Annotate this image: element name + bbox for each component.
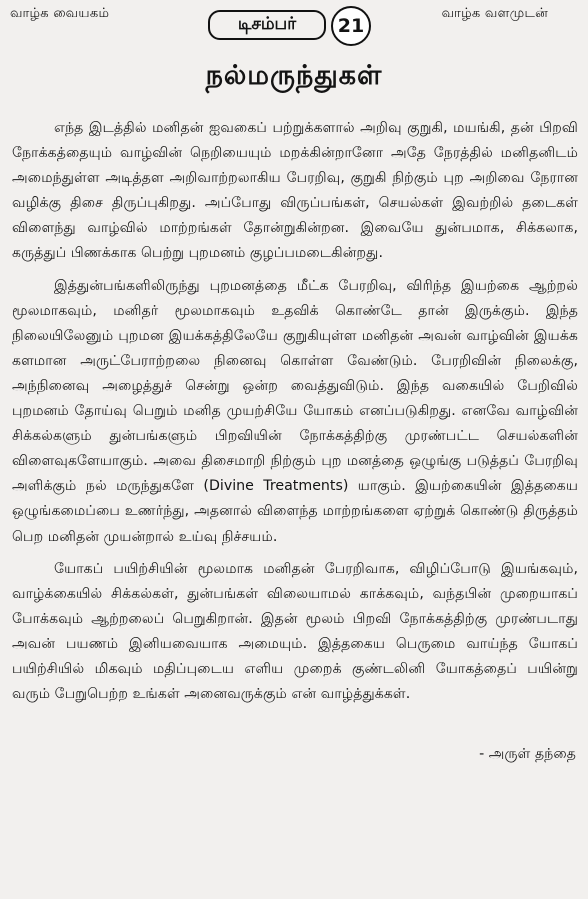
paragraph-2: இத்துன்பங்களிலிருந்து புறமனத்தை மீட்க பேரறிவு, விரிந்த இயற்கை ஆற்றல் மூலமாகவும், மனிதர் மூலமாகவும் உதவிக் கொண்டே தான் இருக்கும். இந்த நிலையிலேனும் புறமன இயக்கத்திலேயே குறுகியுள்ள மனிதன் அவன் வாழ்வின் இயக்க களமான அருட்பேராற்றலை நினைவு கொள்ள வேண்டும். பேரறிவின் நிலைக்கு, அந்நினைவு அழைத்துச் சென்று ஒன்ற வைத்துவிடும். இந்த வகையில் பேறிவில் புறமனம் தோய்வு பெறும் மனித முயற்சியே யோகம் எனப்படுகிறது. எனவே வாழ்வின் சிக்கல்களும் துன்பங்களும் பிறவியின் நோக்கத்திற்கு முரண்பட்ட செயல்களின் விளைவுகளேயாகும். அவை திசைமாறி நிற்கும் புற மனத்தை ஒழுங்கு படுத்தப் பேரறிவு அளிக்கும் நல் மருந்துகளே (Divine Treatments) யாகும். இயற்கையின் இத்தகைய ஒழுங்கமைப்பை உணர்ந்து, அதனால் விளைந்த மாற்றங்களை ஏற்றுக் கொண்டு திருத்தம் பெற மனிதன் முயன்றால் உய்வு நிச்சயம். bbox=[12, 277, 578, 545]
signature: - அருள் தந்தை bbox=[479, 746, 576, 762]
article-body bbox=[12, 116, 578, 707]
header-left-text: வாழ்க வையகம் bbox=[10, 6, 110, 21]
paragraph-1: எந்த இடத்தில் மனிதன் ஐவகைப் பற்றுக்களால் அறிவு குறுகி, மயங்கி, தன் பிறவி நோக்கத்தையும் வாழ்வின் நெறியையும் மறக்கின்றானோ அதே நேரத்தில் மனிதனிடம் அமைந்துள்ள அடித்தள அறிவாற்றலாகிய பேரறிவு, குறுகி நிற்கும் புற அறிவை நேரான வழிக்கு திசை திருப்புகிறது. அப்போது விருப்பங்கள், செயல்கள் இவற்றில் தடைகள் விளைந்து வாழ்வில் மாற்றங்கள் தோன்றுகின்றன. இவையே துன்பமாக, சிக்கலாக, கருத்துப் பிணக்காக பெற்று புறமனம் குழப்பமடைகின்றது. bbox=[12, 120, 578, 262]
paragraph-3: யோகப் பயிற்சியின் மூலமாக மனிதன் பேரறிவாக, விழிப்போடு இயங்கவும், வாழ்க்கையில் சிக்கல்கள், துன்பங்கள் விலையாமல் காக்கவும், வந்தபின் முறையாகப் போக்கவும் ஆற்றலைப் பெறுகிறான். இதன் மூலம் பிறவி நோக்கத்திற்கு முரண்படாது அவன் பயணம் இனியவையாக அமையும். இத்தகைய பெருமை வாய்ந்த யோகப் பயிற்சியில் மிகவும் மதிப்புடைய எளிய முறைக் குண்டலினி யோகத்தைப் பயின்று வரும் பேறுபெற்ற உங்கள் அனைவருக்கும் என் வாழ்த்துக்கள். bbox=[12, 560, 578, 703]
day-number: 21 bbox=[331, 6, 371, 46]
header-right-text: வாழ்க வளமுடன் bbox=[441, 6, 548, 21]
month-label: டிசம்பர் bbox=[208, 10, 326, 40]
page-title: நல்மருந்துகள் bbox=[205, 60, 383, 91]
